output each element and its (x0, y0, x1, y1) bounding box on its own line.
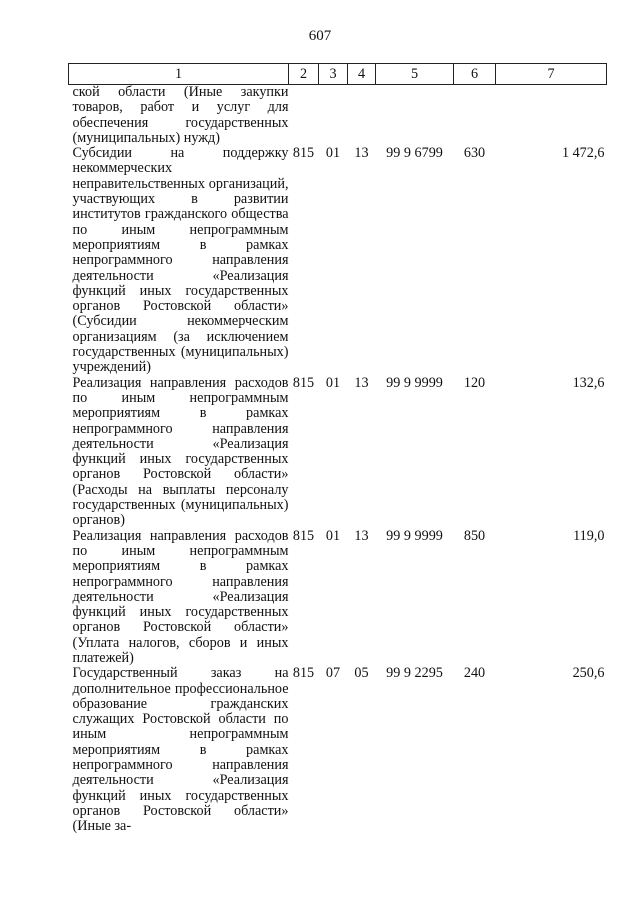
table-row (69, 529, 607, 667)
row-expense-type: 240 (463, 665, 486, 682)
row-section (319, 85, 348, 147)
row-description: ской области (Иные закупки товаров, работ и услуг для обеспечения государственных (муниципальных) нужд) (72, 84, 289, 146)
row-description: Государственный заказ на дополнительное профессиональное образование гражданских служащих Ростовской области по иным непрограммным мероприятиям в рамках непрограммного направления деятельности «Реализация функций иных государственных органов Ростовской области» (Иные за- (72, 665, 289, 835)
table-row (69, 666, 607, 834)
row-subsection: 13 (354, 145, 369, 162)
row-ministry-code: 815 (292, 374, 315, 391)
row-subsection: 13 (354, 374, 369, 391)
row-ministry-code: 815 (292, 145, 315, 162)
row-description: Субсидии на поддержку некоммерческих неправительственных организаций, участвующих в развитии институтов гражданского общества по иным непрограммным мероприятиям в рамках непрограммного направления деятельности «Реализация функций иных государственных органов Ростовской области» (Субсидии некоммерческим организациям (за исключением государственных (муниципальных) учреждений) (72, 145, 289, 376)
row-description: Реализация направления расходов по иным непрограммным мероприятиям в рамках непрограммного направления деятельности «Реализация функций иных государственных органов Ростовской области» (Расходы на выплаты персоналу государственных (муниципальных) органов) (72, 374, 289, 529)
row-subsection: 13 (354, 527, 369, 544)
budget-table (68, 63, 607, 835)
col-header-6: 6 (454, 64, 496, 85)
row-ministry-code: 815 (292, 665, 315, 682)
row-expense-type: 630 (463, 145, 486, 162)
table-row (69, 376, 607, 529)
table-row (69, 85, 607, 147)
row-target-article: 99 9 9999 (386, 374, 443, 391)
row-ministry-code: 815 (292, 527, 315, 544)
row-amount: 119,0 (573, 527, 605, 544)
row-amount: 132,6 (572, 374, 605, 391)
row-subsection (348, 85, 376, 147)
row-section: 07 (325, 665, 341, 682)
col-header-2: 2 (289, 64, 319, 85)
col-header-4: 4 (348, 64, 376, 85)
row-target-article (376, 85, 454, 147)
row-section: 01 (325, 145, 341, 162)
col-header-1: 1 (69, 64, 289, 85)
row-amount: 250,6 (572, 665, 605, 682)
row-section: 01 (325, 527, 341, 544)
table-row (69, 146, 607, 375)
row-target-article: 99 9 6799 (386, 145, 443, 162)
row-section: 01 (325, 374, 341, 391)
col-header-5: 5 (376, 64, 454, 85)
row-expense-type (454, 85, 496, 147)
row-expense-type: 850 (463, 527, 486, 544)
col-header-3: 3 (319, 64, 348, 85)
row-target-article: 99 9 9999 (386, 527, 443, 544)
row-ministry-code (289, 85, 319, 147)
row-amount: 1 472,6 (561, 145, 605, 162)
header-row (69, 64, 607, 85)
page-number: 607 (308, 28, 332, 44)
row-target-article: 99 9 2295 (386, 665, 443, 682)
row-amount (496, 85, 607, 147)
col-header-7: 7 (496, 64, 607, 85)
row-expense-type: 120 (463, 374, 486, 391)
row-subsection: 05 (354, 665, 369, 682)
row-description: Реализация направления расходов по иным непрограммным мероприятиям в рамках непрограммного направления деятельности «Реализация функций иных государственных органов Ростовской области» (Уплата налогов, сборов и иных платежей) (72, 527, 289, 666)
